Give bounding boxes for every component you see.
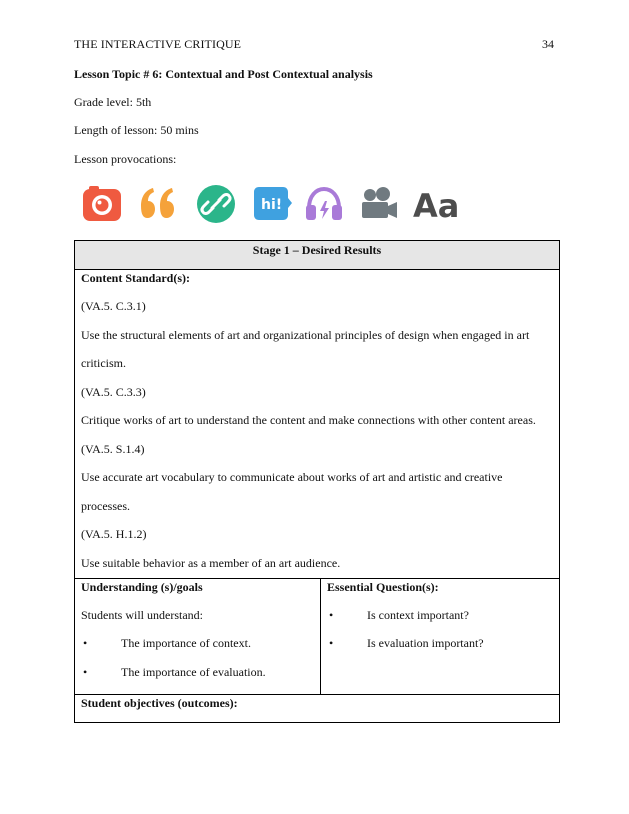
headphones-icon	[304, 184, 344, 224]
list-item-text: Is evaluation important?	[367, 636, 484, 650]
camera-icon	[82, 184, 122, 224]
link-icon	[196, 184, 236, 224]
standard-line: Critique works of art to understand the content and make connections with other content areas.	[81, 413, 536, 427]
list-item	[327, 608, 553, 637]
grade-level: Grade level: 5th	[74, 95, 152, 109]
essential-heading: Essential Question(s):	[327, 579, 439, 594]
svg-text:hi!: hi!	[261, 197, 283, 213]
standard-line: processes.	[81, 498, 130, 513]
understanding-intro: Students will understand:	[81, 607, 203, 622]
list-item	[81, 636, 314, 665]
list-item-text: The importance of context.	[121, 636, 251, 650]
standard-line: (VA.5. C.3.1)	[81, 299, 146, 313]
quote-icon	[138, 184, 178, 224]
standard-line: (VA.5. C.3.3)	[81, 384, 146, 399]
svg-text:Aa: Aa	[413, 187, 460, 224]
stage-header	[75, 241, 560, 270]
understanding-heading: Understanding (s)/goals	[81, 579, 203, 594]
stage-title: Stage 1 – Desired Results	[252, 243, 382, 257]
objectives-heading: Student objectives (outcomes):	[81, 695, 238, 710]
lesson-topic: Lesson Topic # 6: Contextual and Post Contextual analysis	[74, 67, 373, 81]
standard-line: criticism.	[81, 356, 126, 370]
bullet-symbol: •	[83, 636, 88, 650]
standard-line: Use the structural elements of art and organizational principles of design when engaged in art	[81, 327, 530, 342]
page-number: 34	[542, 37, 554, 51]
standard-line: Use accurate art vocabulary to communicate about works of art and artistic and creative	[81, 470, 503, 484]
text-font-icon	[412, 184, 460, 224]
objectives-cell	[75, 694, 560, 722]
bullet-symbol: •	[329, 636, 334, 650]
video-camera-icon	[359, 184, 399, 224]
standard-line: Use suitable behavior as a member of an art audience.	[81, 555, 341, 570]
list-item	[81, 665, 314, 694]
content-standards-cell	[75, 270, 560, 579]
list-item-text: The importance of evaluation.	[121, 664, 266, 679]
list-item-text: Is context important?	[367, 607, 469, 622]
content-standard-heading: Content Standard(s):	[81, 271, 191, 285]
running-head: THE INTERACTIVE CRITIQUE	[74, 37, 242, 51]
bullet-symbol: •	[329, 607, 334, 622]
lesson-plan-table	[74, 240, 560, 723]
lesson-length: Length of lesson: 50 mins	[74, 123, 199, 137]
standard-line: (VA.5. S.1.4)	[81, 441, 145, 456]
standard-line: (VA.5. H.1.2)	[81, 527, 147, 541]
bullet-symbol: •	[83, 664, 88, 679]
chat-hi-icon	[252, 184, 292, 224]
list-item	[327, 636, 553, 665]
understanding-cell	[75, 578, 321, 694]
essential-questions-cell	[321, 578, 560, 694]
lesson-provocations: Lesson provocations:	[74, 152, 177, 166]
